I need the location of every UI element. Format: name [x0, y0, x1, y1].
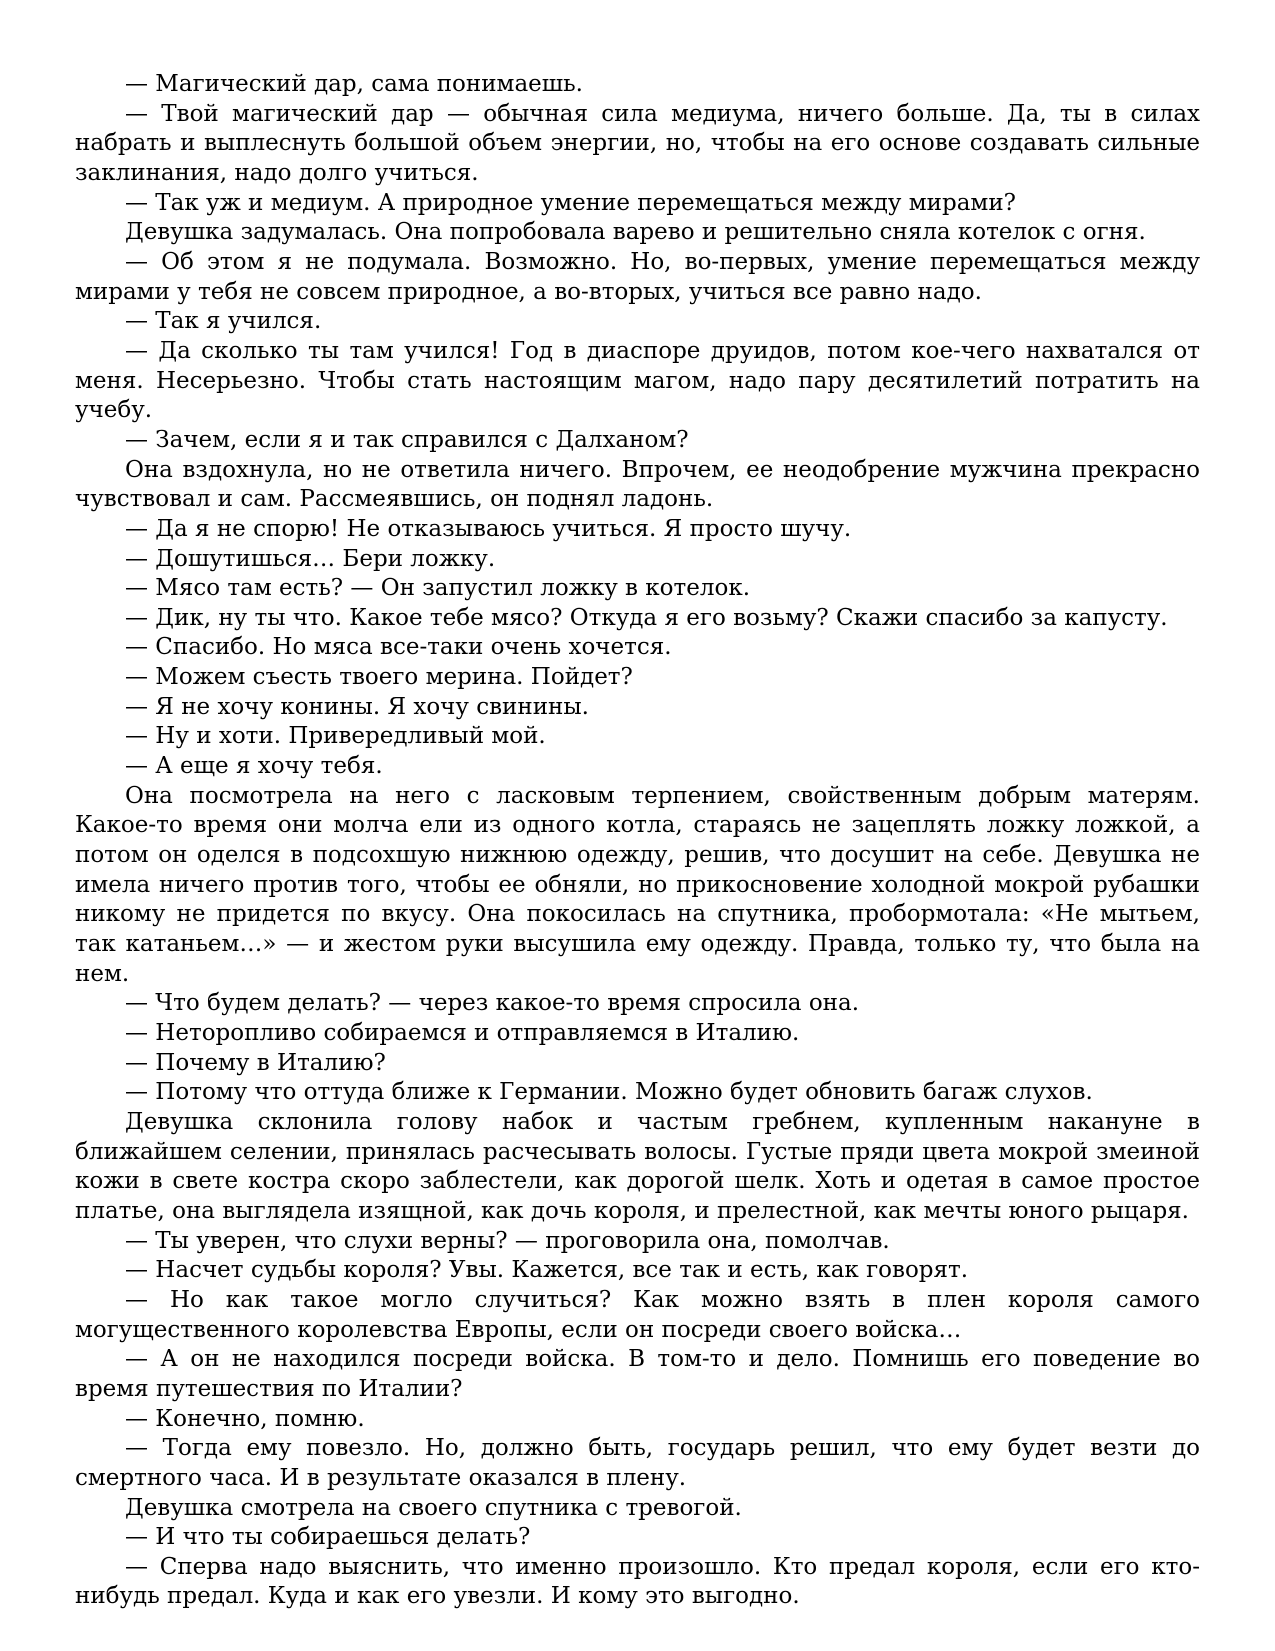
paragraph: — Да сколько ты там учился! Год в диаспоре друидов, потом кое-чего нахватался от меня. Несерьезно. Чтобы стать настоящим магом, надо пару десятилетий потратить на учебу. [75, 337, 1200, 424]
paragraph: — Спасибо. Но мяса все-таки очень хочется. [125, 634, 672, 661]
paragraph: Девушка смотрела на своего спутника с тревогой. [125, 1494, 742, 1521]
paragraph: — Насчет судьбы короля? Увы. Кажется, все так и есть, как говорят. [125, 1257, 969, 1284]
paragraph: Девушка задумалась. Она попробовала варево и решительно сняла котелок с огня. [125, 219, 1146, 246]
paragraph: — Тогда ему повезло. Но, должно быть, государь решил, что ему будет везти до смертного часа. И в результате оказался в плену. [75, 1435, 1200, 1491]
paragraph: — Неторопливо собираемся и отправляемся в Италию. [125, 1020, 800, 1046]
paragraph: — Но как такое могло случиться? Как можно взять в плен короля самого могущественного королевства Европы, если он посреди своего войска… [75, 1286, 1200, 1343]
paragraph: — Дошутишься… Бери ложку. [125, 545, 496, 572]
paragraph: — Дик, ну ты что. Какое тебе мясо? Откуда я его возьму? Скажи спасибо за капусту. [125, 604, 1168, 631]
paragraph: — А он не находился посреди войска. В том-то и дело. Помнишь его поведение во время путешествия по Италии? [75, 1346, 1200, 1402]
paragraph: Девушка склонила голову набок и частым гребнем, купленным накануне в ближайшем селении, принялась расчесывать волосы. Густые пряди цвета мокрой змеиной кожи в свете костра скоро заблестели, как дорогой шелк. Хоть и одетая в самое простое платье, она выглядела изящной, как дочь короля, и прелестной, как мечты юного рыцаря. [75, 1108, 1200, 1224]
page-text [75, 70, 1200, 1612]
paragraph: — Да я не спорю! Не отказываюсь учиться. Я просто шучу. [125, 515, 852, 542]
paragraph: — Об этом я не подумала. Возможно. Но, во-первых, умение перемещаться между мирами у тебя не совсем природное, а во-вторых, учиться все равно надо. [75, 248, 1200, 305]
paragraph: — Ну и хоти. Привередливый мой. [125, 723, 546, 750]
paragraph: — Потому что оттуда ближе к Германии. Можно будет обновить багаж слухов. [125, 1079, 1093, 1106]
paragraph: — А еще я хочу тебя. [125, 753, 383, 780]
paragraph: — Зачем, если я и так справился с Далханом? [125, 426, 689, 453]
paragraph: — Почему в Италию? [125, 1049, 386, 1076]
paragraph: Она вздохнула, но не ответила ничего. Впрочем, ее неодобрение мужчина прекрасно чувствовал и сам. Рассмеявшись, он поднял ладонь. [75, 456, 1200, 513]
paragraph: — Магический дар, сама понимаешь. [125, 71, 583, 97]
paragraph: — Ты уверен, что слухи верны? — проговорила она, помолчав. [125, 1227, 890, 1254]
paragraph: — Мясо там есть? — Он запустил ложку в котелок. [125, 575, 751, 602]
paragraph: — Так уж и медиум. А природное умение перемещаться между мирами? [125, 189, 1016, 216]
paragraph: — И что ты собираешься делать? [125, 1524, 531, 1551]
paragraph: — Твой магический дар — обычная сила медиума, ничего больше. Да, ты в силах набрать и выплеснуть большой объем энергии, но, чтобы на его основе создавать сильные заклинания, надо долго учиться. [75, 100, 1200, 186]
paragraph: Она посмотрела на него с ласковым терпением, свойственным добрым матерям. Какое-то время они молча ели из одного котла, стараясь не зацеплять ложку ложкой, а потом он оделся в подсохшую нижнюю одежду, решив, что досушит на себе. Девушка не имела ничего против того, чтобы ее обняли, но прикосновение холодной мокрой рубашки никому не придется по вкусу. Она покосилась на спутника, пробормотала: «Не мытьем, так катаньем…» — и жестом руки высушила ему одежду. Правда, только ту, что была на нем. [75, 782, 1200, 987]
paragraph: — Что будем делать? — через какое-то время спросила она. [125, 990, 860, 1017]
paragraph: — Так я учился. [125, 308, 322, 335]
paragraph: — Сперва надо выяснить, что именно произошло. Кто предал короля, если его кто-нибудь предал. Куда и как его увезли. И кому это выгодно. [75, 1553, 1200, 1610]
paragraph: — Можем съесть твоего мерина. Пойдет? [125, 664, 633, 691]
paragraph: — Я не хочу конины. Я хочу свинины. [125, 693, 589, 720]
paragraph: — Конечно, помню. [125, 1405, 365, 1432]
